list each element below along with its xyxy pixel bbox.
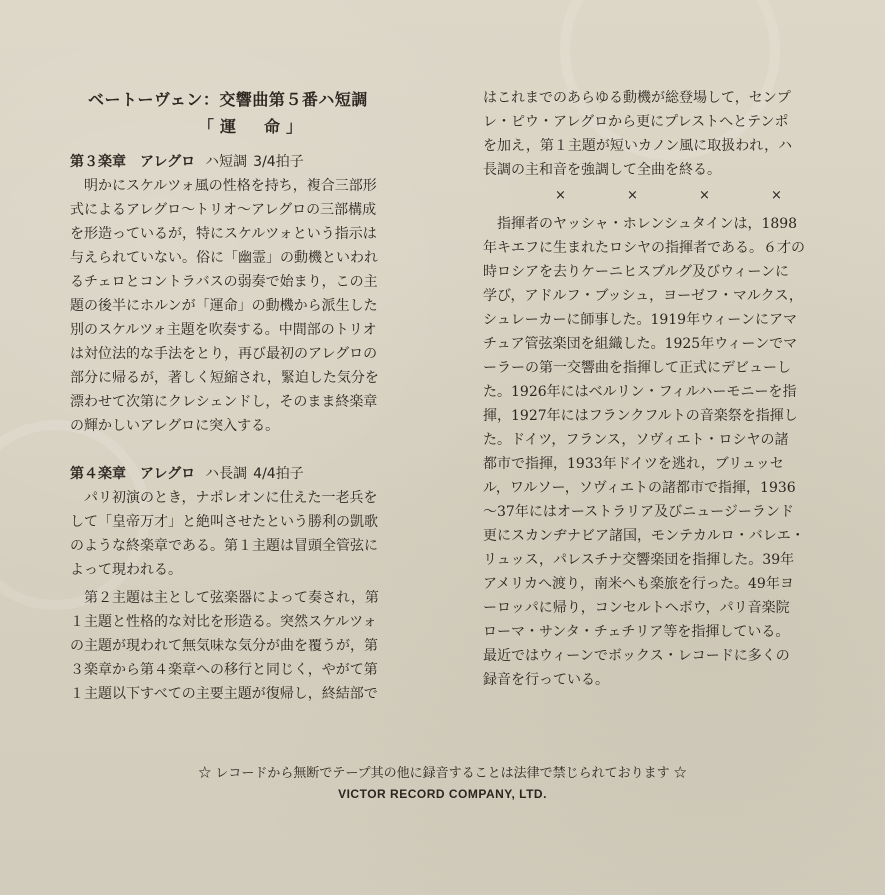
separator-mark: × <box>555 188 566 203</box>
text-line: 都市で指揮，1933年ドイツを逃れ，ブリュッセ <box>483 456 784 472</box>
movement-3-heading <box>70 150 430 174</box>
text-line: 更にスカンヂナビア諸国，モンテカルロ・バレエ・ <box>483 528 805 544</box>
movement-4-paragraph-2 <box>70 586 430 706</box>
separator-mark: × <box>699 188 710 203</box>
separator-mark: × <box>771 188 782 203</box>
movement-4-label: 第４楽章 アレグロ <box>70 466 196 482</box>
text-line: るチェロとコントラバスの弱奏で始まり，この主 <box>70 274 378 290</box>
text-line: 明かにスケルツォ風の性格を持ち，複合三部形 <box>70 178 377 194</box>
text-line: ーラーの第一交響曲を指揮して正式にデビューし <box>483 360 791 376</box>
text-line: アメリカへ渡り，南米へも楽旅を行った。49年ヨ <box>483 576 794 592</box>
text-line: ローマ・サンタ・チェチリア等を指揮している。 <box>483 624 790 640</box>
company-name: VICTOR RECORD COMPANY, LTD. <box>338 787 547 801</box>
text-line: のような終楽章である。第１主題は冒頭全管弦に <box>70 538 378 554</box>
text-line: 別のスケルツォ主題を吹奏する。中間部のトリオ <box>70 322 377 338</box>
text-line: 与えられていない。俗に「幽霊」の動機といわれ <box>70 250 378 266</box>
movement-4-meter: 4/4拍子 <box>253 466 304 482</box>
text-line: ３楽章から第４楽章への移行と同じく，やがて第 <box>70 662 378 678</box>
text-line: はこれまでのあらゆる動機が総登場して，センプ <box>483 90 791 106</box>
text-line: 時ロシアを去りケーニヒスブルグ及びウィーンに <box>483 264 790 280</box>
text-line: チュア管弦楽団を組織した。1925年ウィーンでマ <box>483 336 798 352</box>
text-line: 最近ではウィーンでボックス・レコードに多くの <box>483 648 790 664</box>
text-line: 学び，アドルフ・ブッシュ，ヨーゼフ・マルクス， <box>483 288 803 304</box>
movement-3-label: 第３楽章 アレグロ <box>70 154 196 170</box>
text-line: 漂わせて次第にクレシェンドし，そのまま終楽章 <box>70 394 378 410</box>
text-line: た。ドイツ，フランス，ソヴィエト・ロシヤの諸 <box>483 432 789 448</box>
section-separator <box>483 182 843 210</box>
text-line: ーロッパに帰り，コンセルトヘボウ，パリ音楽院 <box>483 600 790 616</box>
copyright-notice: ☆ レコードから無断でテープ其の他に録音することは法律で禁じられております ☆ <box>198 766 687 781</box>
text-line: は対位法的な手法をとり，再び最初のアレグロの <box>70 346 378 362</box>
text-line: を形造っているが，特にスケルツォという指示は <box>70 226 377 242</box>
text-line: ル，ワルソー，ソヴィエトの諸都市で指揮，1936 <box>483 480 796 496</box>
movement-4-heading <box>70 462 430 486</box>
movement-4-key: ハ長調 <box>205 466 248 482</box>
text-line: 式によるアレグロ～トリオ～アレグロの三部構成 <box>70 202 377 218</box>
conductor-biography <box>483 212 843 692</box>
left-column <box>70 86 430 706</box>
text-line: 指揮者のヤッシャ・ホレンシュタインは，1898 <box>483 216 798 232</box>
text-line: ～37年にはオーストラリア及びニュージーランド <box>483 504 794 520</box>
right-column <box>483 86 843 692</box>
finale-paragraph <box>483 86 843 182</box>
page-title: ベートーヴェン：交響曲第５番ハ短調 <box>88 90 368 109</box>
text-line: 題の後半にホルンが「運命」の動機から派生した <box>70 298 378 314</box>
text-line: 揮，1927年にはフランクフルトの音楽祭を指揮し <box>483 408 798 424</box>
separator-mark: × <box>627 188 638 203</box>
text-line: の輝かしいアレグロに突入する。 <box>70 418 280 434</box>
movement-3-paragraph <box>70 174 430 438</box>
text-line: の主題が現われて無気味な気分が曲を覆うが，第 <box>70 638 378 654</box>
text-line: パリ初演のとき，ナポレオンに仕えた一老兵を <box>70 490 378 506</box>
text-line: 第２主題は主として弦楽器によって奏され，第 <box>70 590 379 606</box>
text-line: レ・ピウ・アレグロから更にプレストへとテンポ <box>483 114 789 130</box>
movement-4-paragraph-1 <box>70 486 430 582</box>
text-line: 録音を行っている。 <box>483 672 609 688</box>
text-line: シュレーカーに師事した。1919年ウィーンにアマ <box>483 312 797 328</box>
text-line: リュッス，パレスチナ交響楽団を指揮した。39年 <box>483 552 795 568</box>
text-line: 部分に帰るが，著しく短縮され，緊迫した気分を <box>70 370 379 386</box>
text-line: 長調の主和音を強調して全曲を終る。 <box>483 162 721 178</box>
text-line: １主題と性格的な対比を形造る。突然スケルツォ <box>70 614 377 630</box>
text-line: 年キエフに生まれたロシヤの指揮者である。６才の <box>483 240 805 256</box>
text-line: よって現われる。 <box>70 562 182 578</box>
page-subtitle: 「運 命」 <box>198 117 309 136</box>
text-line: た。1926年にはベルリン・フィルハーモニーを指 <box>483 384 797 400</box>
movement-3-key: ハ短調 <box>205 154 248 170</box>
text-line: を加え，第１主題が短いカノン風に取扱われ，ハ <box>483 138 793 154</box>
movement-3-meter: 3/4拍子 <box>253 154 304 170</box>
text-line: １主題以下すべての主要主題が復帰し，終結部で <box>70 686 378 702</box>
text-line: して「皇帝万才」と絶叫させたという勝利の凱歌 <box>70 514 378 530</box>
